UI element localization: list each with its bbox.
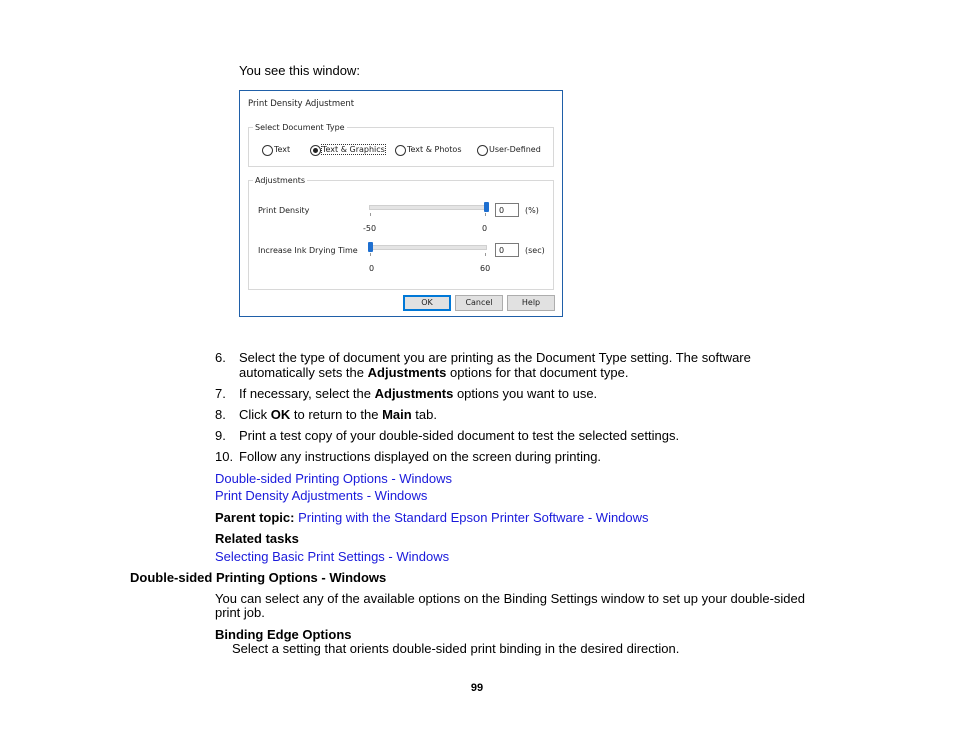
- print-density-max: 0: [482, 224, 488, 233]
- radio-text-label: Text: [274, 145, 291, 154]
- step-num-7: 7.: [215, 386, 226, 401]
- section-para-line1: You can select any of the available options on the Binding Settings window to set up your double-sided: [215, 591, 805, 606]
- section-para-line2: print job.: [215, 605, 265, 620]
- step-8-text: Click OK to return to the Main tab.: [239, 407, 437, 422]
- link-density-adjustments[interactable]: Print Density Adjustments - Windows: [215, 488, 428, 503]
- step-num-10: 10.: [215, 449, 234, 464]
- tick: [370, 253, 371, 256]
- drying-time-unit: (sec): [525, 246, 545, 255]
- step-num-9: 9.: [215, 428, 226, 443]
- print-density-track[interactable]: [369, 205, 487, 210]
- print-density-value-field[interactable]: 0: [495, 203, 519, 217]
- sub-text: Select a setting that orients double-sided print binding in the desired direction.: [232, 641, 680, 656]
- drying-time-max: 60: [480, 264, 491, 273]
- ok-button[interactable]: OK: [403, 295, 451, 311]
- step-6-line2: automatically sets the Adjustments options for that document type.: [239, 365, 629, 380]
- print-density-thumb[interactable]: [484, 202, 489, 212]
- help-button[interactable]: Help: [507, 295, 555, 311]
- link-double-sided-options[interactable]: Double-sided Printing Options - Windows: [215, 471, 452, 486]
- radio-user-defined-label: User-Defined: [489, 145, 541, 154]
- drying-time-thumb[interactable]: [368, 242, 373, 252]
- step-num-8: 8.: [215, 407, 226, 422]
- parent-topic-label: Parent topic:: [215, 510, 295, 525]
- drying-time-value-field[interactable]: 0: [495, 243, 519, 257]
- drying-time-min: 0: [369, 264, 375, 273]
- radio-text-graphics[interactable]: [310, 145, 321, 156]
- step-9-text: Print a test copy of your double-sided document to test the selected settings.: [239, 428, 680, 443]
- related-tasks-heading: Related tasks: [215, 531, 299, 546]
- parent-topic: [215, 510, 649, 525]
- radio-text-graphics-label: Text & Graphics: [322, 145, 385, 154]
- step-6-line1: Select the type of document you are printing as the Document Type setting. The software: [239, 350, 751, 365]
- radio-user-defined[interactable]: [477, 145, 488, 156]
- adjustments-group-label: Adjustments: [255, 176, 306, 185]
- print-density-dialog: [239, 90, 563, 317]
- drying-time-label: Increase Ink Drying Time: [258, 246, 358, 255]
- intro-text: You see this window:: [239, 63, 360, 78]
- adjustments-group: [248, 180, 554, 290]
- print-density-label: Print Density: [258, 206, 310, 215]
- step-num-6: 6.: [215, 350, 226, 365]
- dialog-title: Print Density Adjustment: [248, 99, 355, 109]
- step-7-text: If necessary, select the Adjustments options you want to use.: [239, 386, 598, 401]
- tick: [485, 213, 486, 216]
- tick: [370, 213, 371, 216]
- sub-heading: Binding Edge Options: [215, 627, 352, 642]
- section-heading: Double-sided Printing Options - Windows: [130, 570, 387, 585]
- link-basic-print-settings[interactable]: Selecting Basic Print Settings - Windows: [215, 549, 450, 564]
- radio-text-photos[interactable]: [395, 145, 406, 156]
- radio-text-photos-label: Text & Photos: [407, 145, 462, 154]
- step-10-text: Follow any instructions displayed on the screen during printing.: [239, 449, 602, 464]
- print-density-min: -50: [363, 224, 377, 233]
- radio-text[interactable]: [262, 145, 273, 156]
- cancel-button[interactable]: Cancel: [455, 295, 503, 311]
- print-density-unit: (%): [525, 206, 539, 215]
- tick: [485, 253, 486, 256]
- drying-time-track[interactable]: [369, 245, 487, 250]
- page-number: 99: [470, 682, 484, 694]
- link-parent-topic[interactable]: Printing with the Standard Epson Printer Software - Windows: [298, 510, 649, 525]
- doc-type-group-label: Select Document Type: [255, 123, 345, 132]
